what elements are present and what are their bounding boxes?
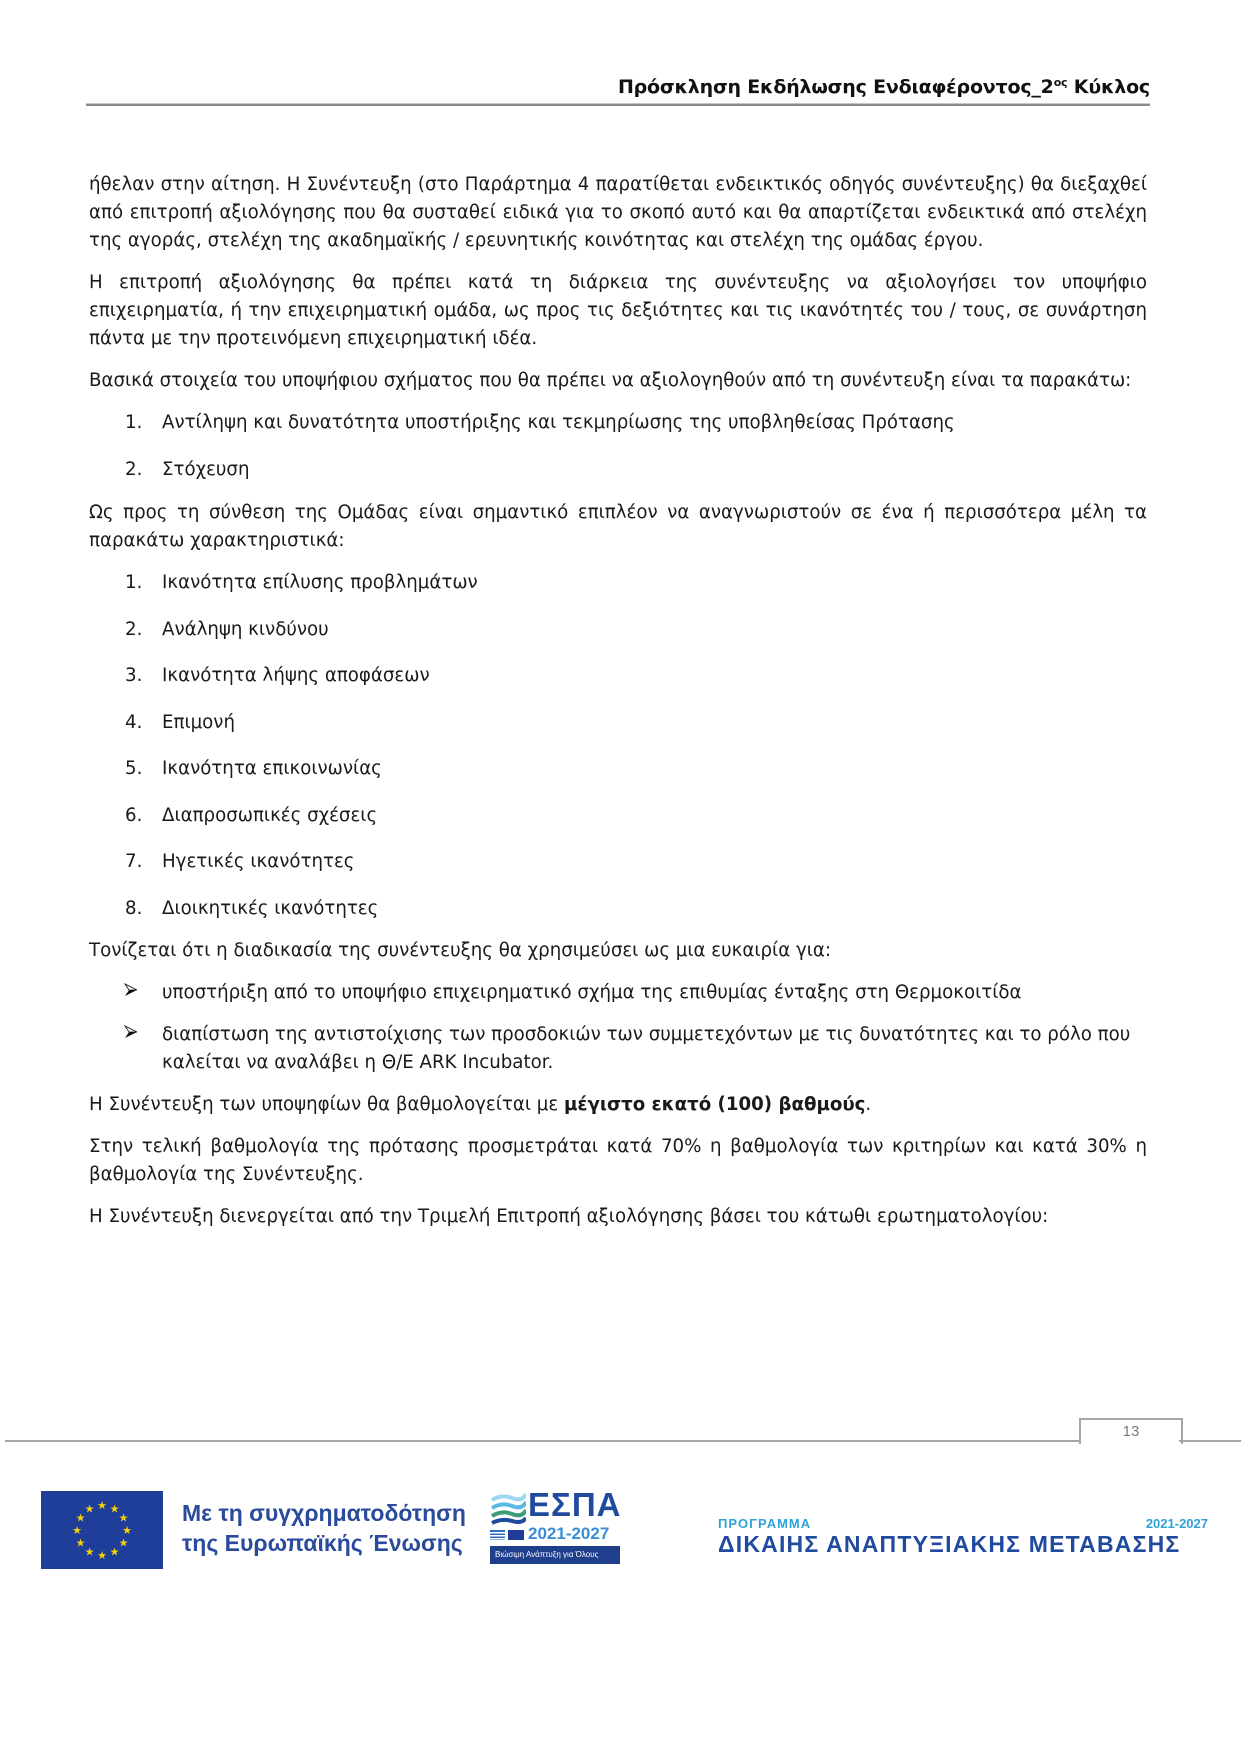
- list-number: 2.: [125, 458, 143, 480]
- list-item: [89, 662, 1147, 690]
- eu-text-line2: της Ευρωπαϊκής Ένωσης: [182, 1530, 463, 1556]
- paragraph-questionnaire: Η Συνέντευξη διενεργείται από την Τριμελή Επιτροπή αξιολόγησης βάσει του κάτωθι ερωτηματολογίου:: [89, 1206, 1049, 1227]
- jtp-program-logo: [718, 1516, 1208, 1566]
- max-score-text: Η Συνέντευξη των υποψηφίων θα βαθμολογείται με: [89, 1094, 564, 1115]
- team-traits-list: [89, 569, 1147, 923]
- list-number: 2.: [125, 618, 143, 640]
- title-suffix: Κύκλος: [1067, 76, 1150, 98]
- espa-tagline: Βιώσιμη Ανάπτυξη για Όλους: [490, 1546, 620, 1564]
- eu-flag-logo: [41, 1491, 163, 1569]
- gr-eu-flags-icon: [490, 1530, 526, 1540]
- svg-text:★: ★: [84, 1545, 95, 1559]
- espa-title: ΕΣΠΑ: [528, 1486, 622, 1523]
- arrowhead-bullet-icon: [124, 983, 138, 997]
- list-item: [89, 616, 1147, 644]
- page-number-tab: [1079, 1418, 1183, 1444]
- list-text: Ικανότητα επίλυσης προβλημάτων: [162, 572, 478, 593]
- svg-text:★: ★: [84, 1502, 95, 1516]
- bullet-item: [89, 979, 1147, 1007]
- list-text: Ικανότητα λήψης αποφάσεων: [162, 665, 430, 686]
- document-body: [89, 171, 1147, 1245]
- svg-text:★: ★: [75, 1536, 86, 1550]
- svg-text:★: ★: [75, 1511, 86, 1525]
- espa-logo: [490, 1486, 620, 1566]
- svg-text:★: ★: [122, 1524, 132, 1537]
- list-text: Ανάληψη κινδύνου: [162, 618, 329, 640]
- arrowhead-bullet-icon: [124, 1025, 138, 1039]
- header-divider: [86, 103, 1150, 106]
- list-number: 3.: [125, 665, 143, 686]
- paragraph-key-elements: Βασικά στοιχεία του υποψήφιου σχήματος που θα πρέπει να αξιολογηθούν από τη συνέντευξη είναι τα παρακάτω:: [89, 370, 1132, 391]
- list-number: 7.: [125, 851, 143, 872]
- opportunity-bullets: [89, 979, 1147, 1077]
- list-item: [89, 569, 1147, 597]
- page-header: [86, 70, 1150, 106]
- title-superscript: ος: [1053, 76, 1068, 89]
- list-text: Επιμονή: [162, 711, 235, 733]
- list-text: Αντίληψη και δυνατότητα υποστήριξης και τεκμηρίωσης της υποβληθείσας Πρότασης: [162, 412, 955, 433]
- svg-text:★: ★: [72, 1524, 82, 1537]
- list-number: 5.: [125, 758, 143, 779]
- list-item: [89, 709, 1147, 737]
- bullet-item: [89, 1021, 1147, 1077]
- paragraph-team-traits: Ως προς τη σύνθεση της Ομάδας είναι σημαντικό επιπλέον να αναγνωριστούν σε ένα ή περισσότερα μέλη τα παρακάτω χαρακτηριστικά:: [89, 502, 1147, 551]
- list-number: 1.: [125, 412, 143, 433]
- max-score-period: .: [865, 1094, 872, 1115]
- paragraph-max-score: [89, 1091, 1147, 1119]
- list-item: [89, 409, 1147, 437]
- list-text: Στόχευση: [162, 458, 250, 480]
- list-number: 1.: [125, 572, 143, 593]
- paragraph-interview-committee: ήθελαν στην αίτηση. Η Συνέντευξη (στο Παράρτημα 4 παρατίθεται ενδεικτικός οδηγός συνέντευξης) θα διεξαχθεί από επιτροπή αξιολόγησης που θα συσταθεί ειδικά για το σκοπό αυτό και θα απαρτίζεται ενδεικτικά από στελέχη της αγοράς, στελέχη της ακαδημαϊκής / ερευνητικής κοινότητας και στελέχη της ομάδας έργου.: [89, 174, 1147, 251]
- eu-text-line1: Με τη συγχρηματοδότηση: [182, 1500, 466, 1526]
- list-item: [89, 802, 1147, 830]
- list-item: [89, 456, 1147, 484]
- footer-divider-right: [1179, 1440, 1241, 1442]
- list-number: 6.: [125, 804, 143, 826]
- eu-cofunding-text: [182, 1498, 466, 1558]
- list-item: [89, 848, 1147, 876]
- paragraph-evaluation-scope: Η επιτροπή αξιολόγησης θα πρέπει κατά τη διάρκεια της συνέντευξης να αξιολογήσει τον υποψήφιο επιχειρηματία, ή την επιχειρηματική ομάδα, ως προς τις δεξιότητες και τις ικανότητές του / τους, σε συνάρτηση πάντα με την προτεινόμενη επιχειρηματική ιδέα.: [89, 272, 1147, 349]
- bullet-text: διαπίστωση της αντιστοίχισης των προσδοκιών των συμμετεχόντων με τις δυνατότητες και το ρόλο που καλείται να αναλάβει η Θ/Ε ARK Incubator.: [162, 1024, 1131, 1073]
- list-text: Διοικητικές ικανότητες: [162, 897, 379, 919]
- list-number: 4.: [125, 711, 143, 733]
- list-text: Ηγετικές ικανότητες: [162, 851, 355, 872]
- document-title: [618, 76, 1150, 98]
- paragraph-opportunity: Τονίζεται ότι η διαδικασία της συνέντευξης θα χρησιμεύσει ως μια ευκαιρία για:: [89, 940, 832, 961]
- svg-text:★: ★: [97, 1499, 107, 1512]
- paragraph-weighting: Στην τελική βαθμολογία της πρότασης προσμετράται κατά 70% η βαθμολογία των κριτηρίων και κατά 30% η βαθμολογία της Συνέντευξης.: [89, 1136, 1147, 1185]
- espa-years: 2021-2027: [528, 1524, 610, 1543]
- list-text: Ικανότητα επικοινωνίας: [162, 758, 382, 779]
- eu-stars-icon: [41, 1491, 163, 1569]
- jtp-program-label: ΠΡΟΓΡΑΜΜΑ: [718, 1516, 812, 1531]
- espa-waves-icon: [490, 1492, 526, 1526]
- page-number: 13: [1122, 1423, 1140, 1440]
- list-text: Διαπροσωπικές σχέσεις: [162, 804, 378, 826]
- svg-text:★: ★: [109, 1545, 120, 1559]
- svg-text:★: ★: [118, 1511, 129, 1525]
- jtp-years: 2021-2027: [1145, 1516, 1208, 1531]
- jtp-title: ΔΙΚΑΙΗΣ ΑΝΑΠΤΥΞΙΑΚΗΣ ΜΕΤΑΒΑΣΗΣ: [718, 1531, 1181, 1557]
- title-text: Πρόσκληση Εκδήλωσης Ενδιαφέροντος_2: [617, 76, 1054, 98]
- bullet-text: υποστήριξη από το υποψήφιο επιχειρηματικό σχήμα της επιθυμίας ένταξης στη Θερμοκοιτίδα: [162, 982, 1022, 1003]
- list-item: [89, 755, 1147, 783]
- svg-text:★: ★: [97, 1549, 107, 1562]
- svg-text:★: ★: [109, 1502, 120, 1516]
- list-number: 8.: [125, 897, 143, 919]
- svg-text:★: ★: [118, 1536, 129, 1550]
- key-elements-list: [89, 409, 1147, 484]
- footer-divider: [5, 1440, 1079, 1442]
- max-score-emphasis: μέγιστο εκατό (100) βαθμούς: [563, 1094, 866, 1115]
- list-item: [89, 895, 1147, 923]
